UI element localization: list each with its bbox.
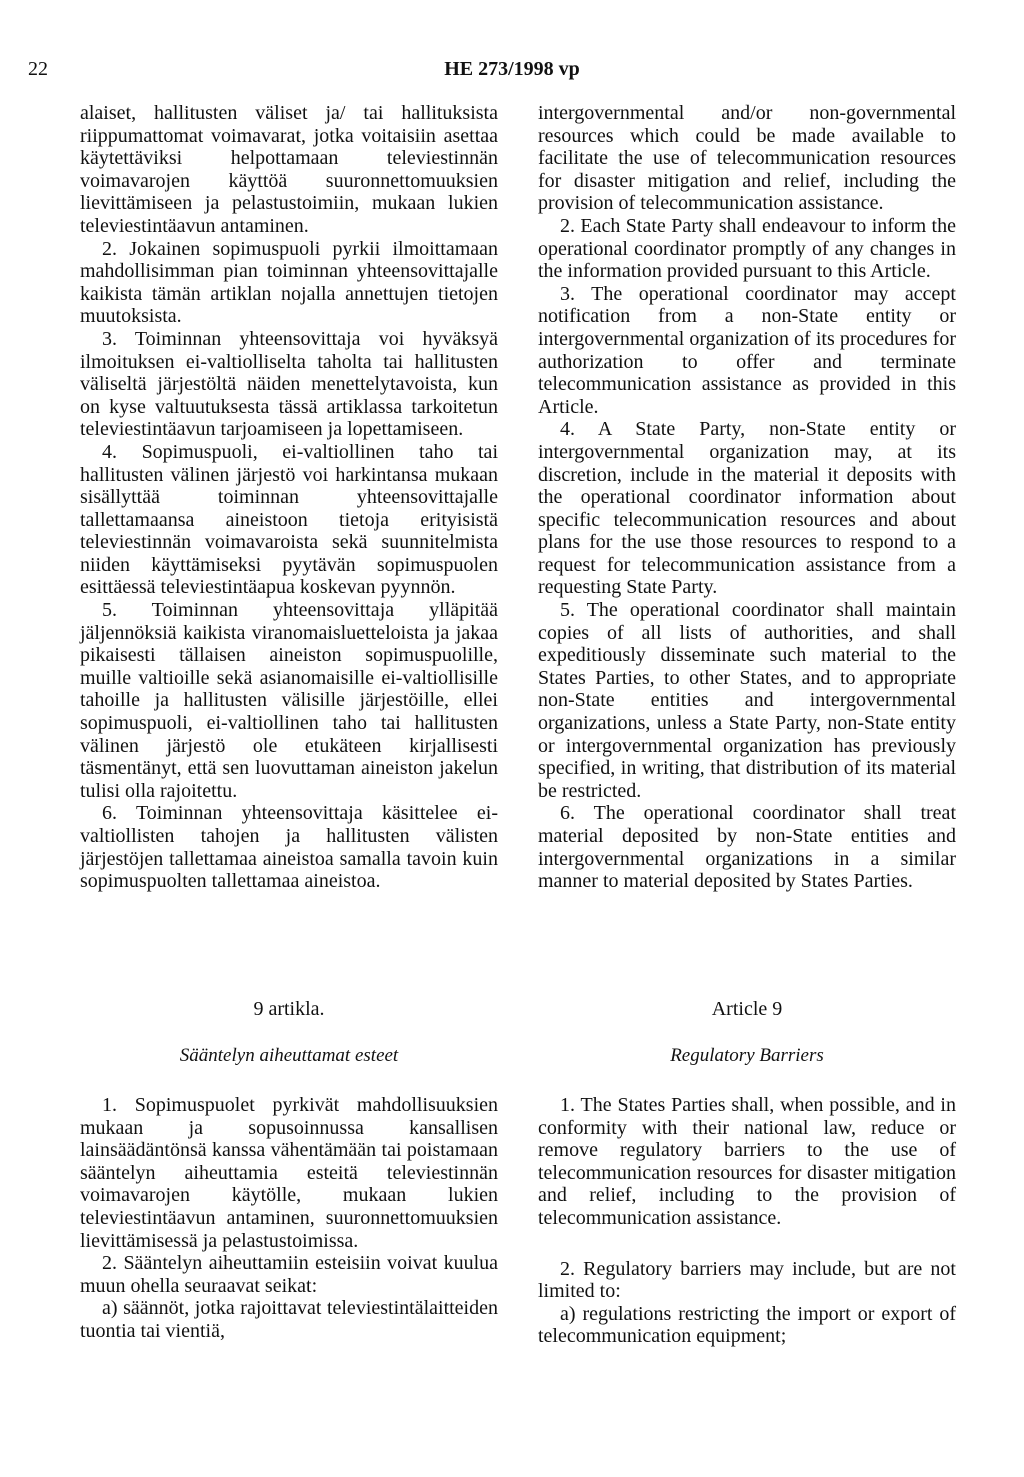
fi-paragraph-continuation: alaiset, hallitusten väliset ja/ tai hallituksista riippumattomat voimavarat, jotka voitaisiin asettaa käytettäviksi helpottamaan televiestinnän voimavarojen käyttöä suuronnettomuuksien lievittämiseen ja pelastustoimiin, mukaan lukien televiestintäavun antaminen.	[80, 102, 498, 237]
english-column	[538, 102, 956, 893]
fi-paragraph-3: 3. Toiminnan yhteensovittaja voi hyväksyä ilmoituksen ei-valtiolliselta taholta tai hallitusten väliseltä järjestöltä näiden menettelytavoista, kun on kyse valtuutuksesta tässä artiklassa tarkoitetun televiestintäavun tarjoamiseen ja lopettamiseen.	[80, 327, 498, 441]
fi-article-paragraph-1: 1. Sopimuspuolet pyrkivät mahdollisuuksien mukaan ja sopusoinnussa kansallisen lainsäädäntönsä kanssa vähentämään tai poistamaan sääntelyn aiheuttamia esteitä televiestinnän voimavarojen käytölle, mukaan lukien televiestintäavun antaminen, suuronnettomuuksien lievittämisessä ja pelastustoimissa.	[80, 1094, 498, 1252]
en-article-title: Regulatory Barriers	[670, 1045, 824, 1066]
fi-article-item-a: a) säännöt, jotka rajoittavat televiestintälaitteiden tuontia tai vientiä,	[80, 1297, 498, 1342]
running-header: HE 273/1998 vp	[444, 58, 580, 80]
fi-paragraph-4: 4. Sopimuspuoli, ei-valtiollinen taho tai hallitusten välinen järjestö voi harkintansa mukaan sisällyttää toiminnan yhteensovittajalle tallettamaansa aineistoon tietoja erityisistä televiestinnän voimavaroista sekä suunnitelmista niiden käyttämiseksi pyytävän sopimuspuolen esittäessä televiestintäapua koskevan pyynnön.	[80, 440, 498, 599]
en-paragraph-4: 4. A State Party, non-State entity or intergovernmental organization may, at its discretion, include in the material it deposits with the operational coordinator information about specific telecommunication resources and about plans for the use those resources to respond to a request for telecommunication assistance from a requesting State Party.	[538, 418, 956, 599]
fi-paragraph-2: 2. Jokainen sopimuspuoli pyrkii ilmoittamaan mahdollisimman pian toiminnan yhteensovittajalle kaikista tämän artiklan nojalla annettujen tietojen muutoksista.	[80, 237, 498, 328]
page-number: 22	[28, 58, 48, 80]
fi-article-title: Sääntelyn aiheuttamat esteet	[179, 1045, 399, 1066]
en-article-heading: Article 9	[711, 998, 783, 1020]
fi-paragraph-5: 5. Toiminnan yhteensovittaja ylläpitää jäljennöksiä kaikista viranomaisluetteloista ja jakaa pikaisesti tällaisen aineiston sopimuspuolille, muille valtioille sekä asianomaisille ei-valtiollisille tahoille ja hallitusten välisille järjestöille, ellei sopimuspuoli, ei-valtiollinen taho tai hallitusten välinen järjestö ole etukäteen kirjallisesti täsmentänyt, että sen luovuttaman aineiston jakelun tulisi olla rajoitettu.	[80, 599, 498, 802]
en-paragraph-2: 2. Each State Party shall endeavour to inform the operational coordinator promptly of any changes in the information provided pursuant to this Article.	[538, 214, 956, 283]
en-paragraph-3: 3. The operational coordinator may accept notification from a non-State entity or intergovernmental organization of its procedures for authorization to offer and terminate telecommunication assistance as provided in this Article.	[538, 282, 956, 418]
fi-paragraph-6: 6. Toiminnan yhteensovittaja käsittelee ei-valtiollisten tahojen ja hallitusten välisten järjestöjen tallettamaa aineistoa samalla tavoin kuin sopimuspuolten tallettamaa aineistoa.	[80, 802, 498, 893]
en-paragraph-continuation: intergovernmental and/or non-governmental resources which could be made available to facilitate the use of telecommunication resources for disaster mitigation and relief, including the provision of telecommunication assistance.	[538, 102, 956, 215]
en-article-9-body	[538, 1094, 956, 1348]
en-paragraph-5: 5. The operational coordinator shall maintain copies of all lists of authorities, and shall expeditiously disseminate such material to the States Parties, to other States, and to appropriate non-State entities and intergovernmental organizations, unless a State Party, non-State entity or intergovernmental organization has previously specified, in writing, that distribution of its material be restricted.	[538, 599, 956, 802]
en-article-paragraph-2: 2. Regulatory barriers may include, but are not limited to:	[538, 1257, 956, 1303]
fi-article-paragraph-2: 2. Sääntelyn aiheuttamiin esteisiin voivat kuulua muun ohella seuraavat seikat:	[80, 1252, 498, 1297]
fi-article-heading: 9 artikla.	[253, 998, 325, 1020]
en-paragraph-6: 6. The operational coordinator shall treat material deposited by non-State entities and intergovernmental organizations in a similar manner to material deposited by States Parties.	[538, 802, 956, 893]
en-paragraph-gap	[538, 1230, 956, 1258]
en-article-paragraph-1: 1. The States Parties shall, when possible, and in conformity with their national law, reduce or remove regulatory barriers to the use of telecommunication resources for disaster mitigation and relief, including to the provision of telecommunication assistance.	[538, 1094, 956, 1229]
fi-article-9-body	[80, 1094, 498, 1343]
finnish-column	[80, 102, 498, 893]
en-article-item-a: a) regulations restricting the import or export of telecommunication equipment;	[538, 1302, 956, 1348]
